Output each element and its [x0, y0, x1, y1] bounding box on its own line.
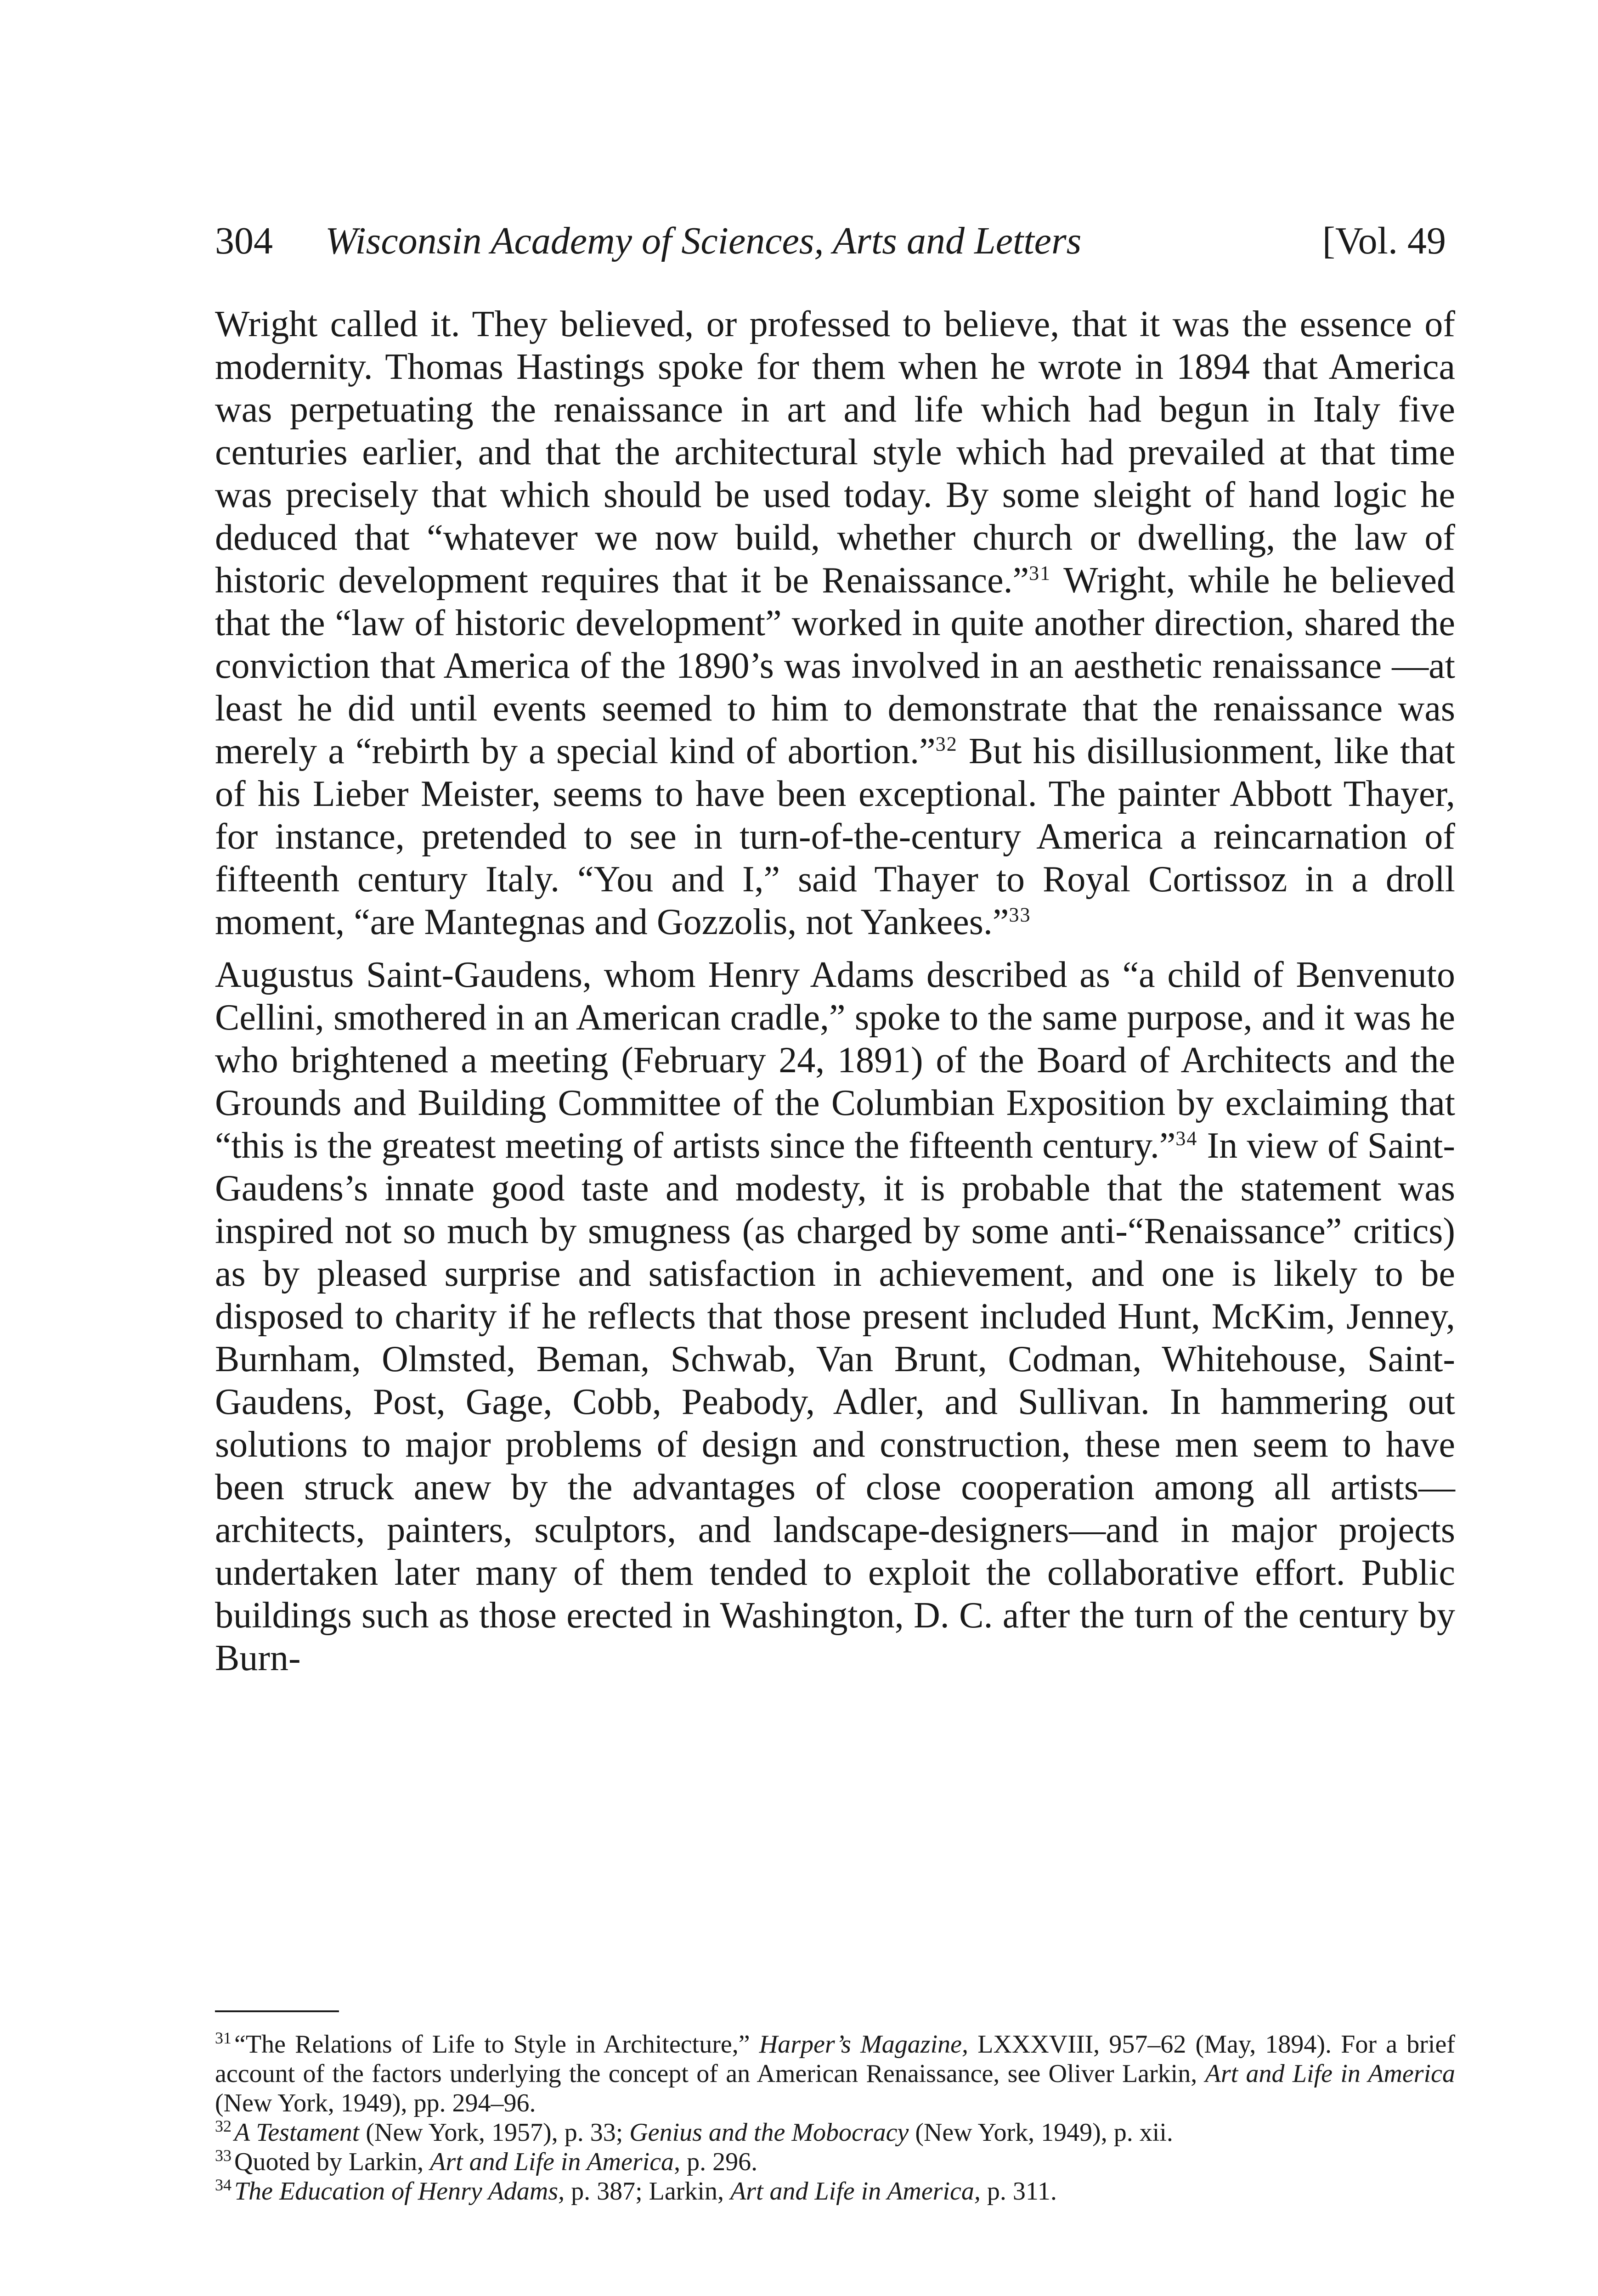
journal-title: Wisconsin Academy of Sciences, Arts and Letters — [325, 219, 1082, 262]
footnote-citation: Art and Life in America — [1205, 2060, 1455, 2088]
paragraph-1-segment-3: But his disillusionment, like that of his Lieber Meister, seems to have been exceptional. The painter Abbott Thayer, for instance, pretended to see in turn-of-the-century America a reincarnation of fifteenth century Italy. “You and I,” said Thayer to Royal Cortissoz in a droll moment, “are Mantegnas and Gozzolis, not Yankees.” — [215, 731, 1455, 942]
footnote-ref-32: 32 — [935, 732, 958, 755]
footnote-marker: 32 — [215, 2117, 232, 2136]
footnote-marker: 31 — [215, 2029, 232, 2048]
footnote-marker: 34 — [215, 2176, 232, 2195]
paragraph-1 — [215, 303, 1455, 944]
footnote-32 — [215, 2118, 1455, 2147]
footnote-citation: Harper’s Magazine, — [759, 2030, 969, 2059]
footnote-text: Quoted by Larkin, — [234, 2148, 430, 2176]
footnote-ref-34: 34 — [1175, 1127, 1198, 1150]
running-header — [215, 216, 1455, 266]
footnote-text: (New York, 1957), p. 33; — [359, 2118, 630, 2147]
footnote-text: (New York, 1949), p. xii. — [909, 2118, 1173, 2147]
paragraph-1-segment-1: Wright called it. They believed, or professed to believe, that it was the essence of modernity. Thomas Hastings spoke for them when he wrote in 1894 that America was perpetuating the renaissance in art and life which had begun in Italy five centuries earlier, and that the architectural style which had prevailed at that time was precisely that which should be used today. By some sleight of hand logic he deduced that “whatever we now build, whether church or dwelling, the law of historic development requires that it be Renaissance.” — [215, 304, 1455, 601]
footnote-citation: A Testament — [234, 2118, 360, 2147]
footnote-citation: Art and Life in America, — [730, 2177, 981, 2206]
footnote-text: “The Relations of Life to Style in Architecture,” — [234, 2030, 759, 2059]
footnote-text: , p. 296. — [674, 2148, 758, 2176]
footnote-citation: The Education of Henry Adams, — [234, 2177, 565, 2206]
footnote-text: (New York, 1949), pp. 294–96. — [215, 2089, 536, 2117]
footnotes — [215, 2030, 1455, 2206]
body-text — [215, 303, 1455, 1680]
footnote-33 — [215, 2147, 1455, 2177]
footnote-citation: Art and Life in America — [430, 2148, 674, 2176]
paragraph-2-segment-1: Augustus Saint-Gaudens, whom Henry Adams described as “a child of Benvenuto Cellini, smothered in an American cradle,” spoke to the same purpose, and it was he who brightened a meeting (February 24, 1891) of the Board of Architects and the Grounds and Building Committee of the Columbian Exposition by exclaiming that “this is the greatest meeting of artists since the fifteenth century.” — [215, 955, 1455, 1166]
footnote-text: LXXXVIII, 957–62 (May, 1894). For a brief account of the factors underlying the concept of an American Renaissance, see Oliver Larkin, — [215, 2030, 1455, 2088]
paragraph-2 — [215, 954, 1455, 1680]
page-number: 304 — [215, 219, 273, 262]
footnote-34 — [215, 2177, 1455, 2206]
paragraph-2-segment-2: In view of Saint-Gaudens’s innate good taste and modesty, it is probable that the statement was inspired not so much by smugness (as charged by some anti-“Renaissance” critics) as by pleased surprise and satisfaction in achievement, and one is likely to be disposed to charity if he reflects that those present included Hunt, McKim, Jenney, Burnham, Olmsted, Beman, Schwab, Van Brunt, Codman, Whitehouse, Saint-Gaudens, Post, Gage, Cobb, Peabody, Adler, and Sullivan. In hammering out solutions to major problems of design and construction, these men seem to have been struck anew by the advantages of close cooperation among all artists—architects, painters, sculptors, and landscape-designers—and in major projects undertaken later many of them tended to exploit the collaborative effort. Public buildings such as those erected in Washington, D. C. after the turn of the century by Burn- — [215, 1125, 1455, 1678]
footnote-citation: Genius and the Mobocracy — [629, 2118, 909, 2147]
footnote-text: p. 311. — [980, 2177, 1057, 2206]
footnote-ref-33: 33 — [1009, 903, 1031, 926]
paragraph-1-segment-2: Wright, while he believed that the “law of historic development” worked in quite another direction, shared the conviction that America of the 1890’s was involved in an aesthetic renaissance —at least he did until events seemed to him to demonstrate that the renaissance was merely a “rebirth by a special kind of abortion.” — [215, 560, 1456, 771]
volume-label: [Vol. 49 — [1322, 219, 1446, 262]
footnote-ref-31: 31 — [1029, 562, 1051, 585]
footnote-marker: 33 — [215, 2146, 232, 2165]
footnote-text: p. 387; Larkin, — [565, 2177, 730, 2206]
footnote-divider — [215, 2010, 339, 2012]
footnote-31 — [215, 2030, 1455, 2118]
